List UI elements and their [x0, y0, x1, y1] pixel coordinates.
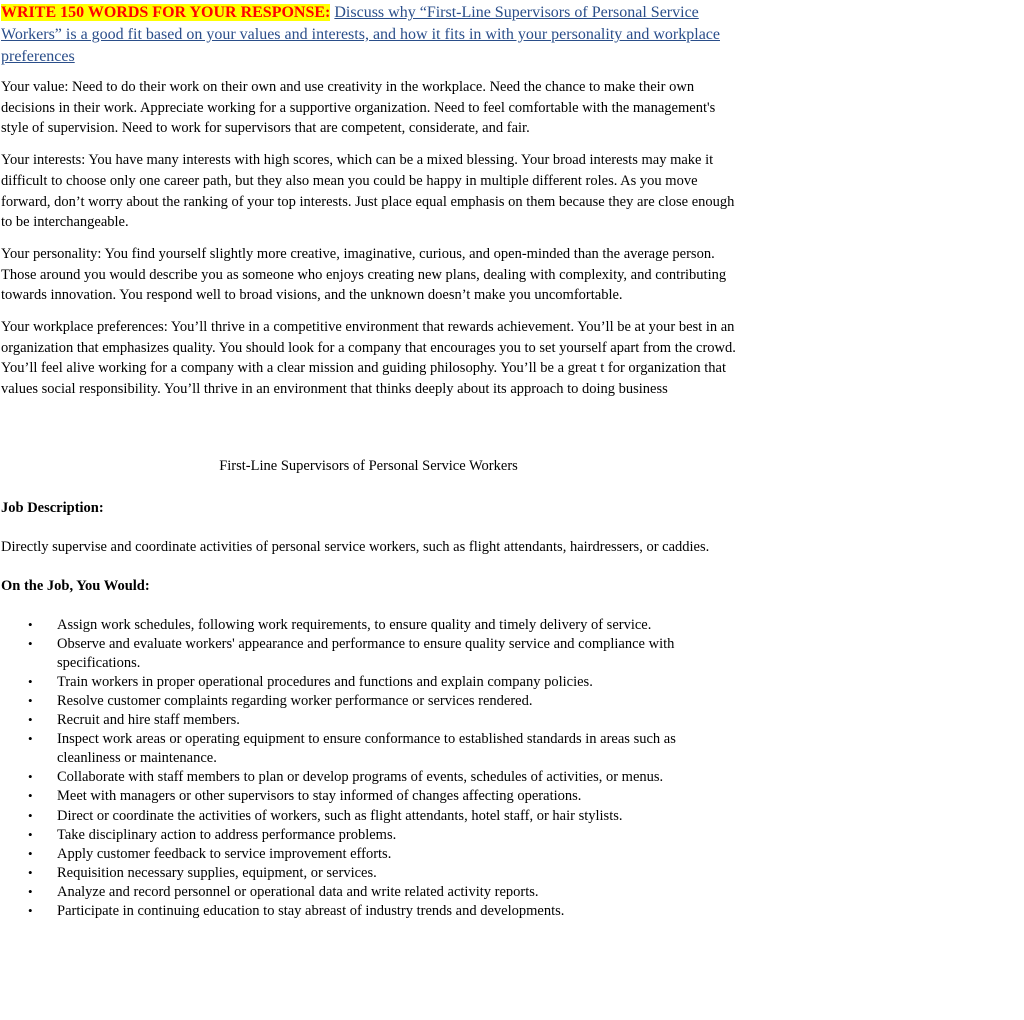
duty-text: Collaborate with staff members to plan or develop programs of events, schedules of activities, or menus.	[57, 769, 664, 786]
duty-text: Resolve customer complaints regarding worker performance or services rendered.	[57, 693, 533, 709]
bullet-icon: •	[28, 636, 33, 652]
duty-text: Participate in continuing education to stay abreast of industry trends and developments.	[57, 903, 565, 920]
duty-item	[1, 711, 741, 730]
duty-item	[1, 635, 741, 672]
interests-paragraph: Your interests: You have many interests with high scores, which can be a mixed blessing. Your broad interests may make it difficult to choose only one career path, but they also mean you could be happy in multiple different roles. As you move forward, don’t worry about the ranking of your top interests. Just place equal emphasis on them because they are close enough to be interchangeable.	[1, 152, 735, 231]
duty-item	[1, 826, 741, 845]
personality-paragraph: Your personality: You find yourself slightly more creative, imaginative, curious, and open-minded than the average person. Those around you would describe you as someone who enjoys creating new plans, dealing with complexity, and contributing towards innovation. You respond well to broad visions, and the unknown doesn’t make you uncomfortable.	[1, 245, 727, 304]
word-count-instruction: WRITE 150 WORDS FOR YOUR RESPONSE:	[1, 4, 331, 21]
bullet-icon: •	[28, 845, 33, 861]
workplace-paragraph: Your workplace preferences: You’ll thrive in a competitive environment that rewards achievement. You’ll be at your best in an organization that emphasizes quality. You should look for a company that encourages you to set yourself apart from the crowd. You’ll feel alive working for a company with a clear mission and guiding philosophy. You’ll be a great t for organization that values social responsibility. You’ll thrive in an environment that thinks deeply about its approach to doing business	[1, 319, 736, 398]
values-paragraph: Your value: Need to do their work on their own and use creativity in the workplace. Need the chance to make their own decisions in their work. Appreciate working for a supportive organization. Need to feel comfortable with the management's style of supervision. Need to work for supervisors that are competent, considerate, and fair.	[1, 79, 716, 137]
duty-item	[1, 902, 741, 921]
duty-text: Observe and evaluate workers' appearance and performance to ensure quality service and compliance with specifications.	[57, 636, 675, 671]
duty-text: Take disciplinary action to address performance problems.	[57, 826, 397, 843]
duty-item	[1, 864, 741, 883]
job-title: First-Line Supervisors of Personal Service Workers	[219, 457, 518, 474]
job-description-heading: Job Description:	[1, 499, 104, 516]
bullet-icon: •	[28, 712, 33, 728]
duty-item	[1, 616, 741, 635]
bullet-icon: •	[28, 616, 33, 632]
duty-item	[1, 730, 741, 767]
duties-heading: On the Job, You Would:	[1, 577, 150, 594]
document-page	[1, 2, 741, 922]
duty-item	[1, 787, 741, 806]
bullet-icon: •	[28, 769, 33, 785]
duty-text: Assign work schedules, following work requirements, to ensure quality and timely delivery of service.	[57, 616, 652, 633]
prompt-heading	[1, 2, 741, 68]
bullet-icon: •	[28, 731, 33, 747]
bullet-icon: •	[28, 826, 33, 842]
bullet-icon: •	[28, 788, 33, 804]
duties-list	[1, 616, 741, 921]
duty-item	[1, 692, 741, 711]
job-description-text: Directly supervise and coordinate activities of personal service workers, such as flight attendants, hairdressers, or caddies.	[1, 538, 710, 555]
duty-item	[1, 845, 741, 864]
bullet-icon: •	[28, 884, 33, 900]
bullet-icon: •	[28, 807, 33, 823]
bullet-icon: •	[28, 673, 33, 689]
duty-text: Inspect work areas or operating equipment to ensure conformance to established standards in areas such as cleanliness or maintenance.	[57, 731, 676, 766]
duty-text: Train workers in proper operational procedures and functions and explain company policies.	[57, 673, 593, 690]
duty-item	[1, 883, 741, 902]
duty-text: Requisition necessary supplies, equipment, or services.	[57, 865, 377, 882]
discussion-question: Discuss why “First-Line Supervisors of Personal Service Workers” is a good fit based on your values and interests, and how it fits in with your personality and workplace preferences	[1, 4, 720, 65]
bullet-icon: •	[28, 865, 33, 881]
duty-text: Direct or coordinate the activities of workers, such as flight attendants, hotel staff, or hair stylists.	[57, 807, 623, 824]
duty-text: Apply customer feedback to service improvement efforts.	[57, 845, 392, 862]
bullet-icon: •	[28, 903, 33, 919]
duty-item	[1, 807, 741, 826]
duty-item	[1, 673, 741, 692]
duty-text: Recruit and hire staff members.	[57, 712, 240, 729]
bullet-icon: •	[28, 693, 33, 708]
duty-text: Meet with managers or other supervisors to stay informed of changes affecting operations.	[57, 788, 582, 805]
duty-text: Analyze and record personnel or operational data and write related activity reports.	[57, 884, 539, 901]
duty-item	[1, 768, 741, 787]
